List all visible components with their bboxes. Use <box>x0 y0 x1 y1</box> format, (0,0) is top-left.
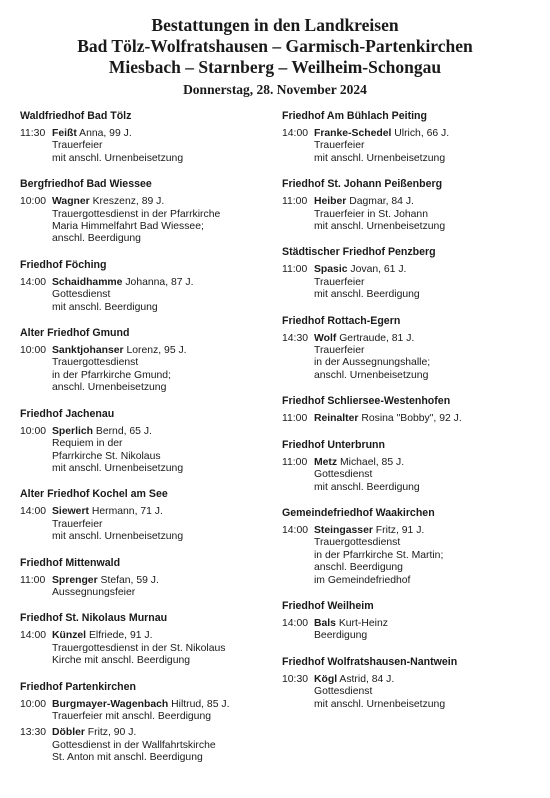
service-detail: mit anschl. Urnenbeisetzung <box>314 221 446 233</box>
cemetery-block <box>282 177 542 233</box>
cemetery-name: Friedhof Wolfratshausen-Nantwein <box>282 655 458 668</box>
funeral-time: 10:00 <box>20 196 47 208</box>
cemetery-block <box>20 611 275 667</box>
cemetery-block <box>282 314 542 383</box>
deceased-given-name-age: Michael, 85 J. <box>337 456 405 468</box>
funeral-entry <box>282 457 542 494</box>
deceased-given-name-age: Ulrich, 66 J. <box>391 128 450 139</box>
funeral-time: 14:00 <box>20 276 47 288</box>
deceased-person <box>314 457 542 469</box>
deceased-person <box>314 333 542 345</box>
service-detail: Trauerfeier <box>314 276 365 288</box>
cemetery-block <box>20 556 275 600</box>
funeral-time: 11:00 <box>20 574 46 586</box>
funeral-body <box>52 575 275 600</box>
service-detail: Maria Himmelfahrt Bad Wiessee; <box>52 221 204 233</box>
service-detail: im Gemeindefriedhof <box>314 574 411 586</box>
funeral-entry <box>20 575 275 600</box>
funeral-time: 14:00 <box>282 524 309 536</box>
funeral-body <box>52 345 275 395</box>
deceased-person <box>52 426 275 438</box>
funeral-body <box>52 196 275 246</box>
deceased-given-name-age: Lorenz, 95 J. <box>123 345 187 357</box>
deceased-surname: Metz <box>314 456 338 468</box>
funeral-body <box>52 699 275 724</box>
deceased-given-name-age: Kurt-Heinz <box>335 617 388 629</box>
service-detail: mit anschl. Beerdigung <box>52 301 158 313</box>
deceased-surname: Feißt <box>52 128 77 139</box>
service-detail: Trauerfeier <box>52 140 103 152</box>
funeral-entry <box>282 618 542 643</box>
funeral-body <box>52 506 275 543</box>
service-detail: anschl. Beerdigung <box>52 233 141 245</box>
cemetery-block <box>20 487 275 543</box>
title-line-1: Bestattungen in den Landkreisen <box>151 15 399 35</box>
right-column <box>282 109 542 723</box>
funeral-entry <box>20 699 275 724</box>
deceased-surname: Sanktjohanser <box>52 345 124 357</box>
funeral-entry <box>282 333 542 383</box>
funeral-entry <box>20 196 275 246</box>
deceased-given-name-age: Hermann, 71 J. <box>88 506 163 518</box>
deceased-person <box>314 196 542 208</box>
funeral-body <box>314 457 542 494</box>
cemetery-block <box>282 109 542 165</box>
deceased-person <box>52 128 275 140</box>
funeral-entry <box>282 196 542 233</box>
service-detail: Gottesdienst <box>52 289 111 301</box>
funeral-time: 14:00 <box>20 630 47 642</box>
funeral-time: 13:30 <box>20 727 47 739</box>
deceased-surname: Kögl <box>314 673 338 685</box>
deceased-given-name-age: Elfriede, 91 J. <box>86 630 153 642</box>
deceased-given-name-age: Stefan, 59 J. <box>97 574 159 586</box>
cemetery-name: Alter Friedhof Kochel am See <box>20 488 168 501</box>
funeral-time: 14:00 <box>282 128 309 139</box>
cemetery-name: Friedhof Jachenau <box>20 407 115 420</box>
service-detail: anschl. Urnenbeisetzung <box>314 369 429 381</box>
service-detail: Trauergottesdienst <box>52 357 139 369</box>
cemetery-block <box>282 655 542 711</box>
service-detail: Trauergottesdienst in der Pfarrkirche <box>52 208 221 220</box>
date-line: Donnerstag, 28. November 2024 <box>183 82 367 97</box>
deceased-given-name-age: Jovan, 61 J. <box>347 264 407 276</box>
funeral-entry <box>20 277 275 314</box>
cemetery-name: Städtischer Friedhof Penzberg <box>282 246 436 259</box>
deceased-surname: Sprenger <box>52 574 98 586</box>
deceased-person <box>52 630 275 642</box>
deceased-surname: Spasic <box>314 264 348 276</box>
service-detail: Gottesdienst <box>314 469 373 481</box>
cemetery-block <box>20 109 275 165</box>
funeral-time: 10:00 <box>20 698 47 710</box>
deceased-given-name-age: Gertraude, 81 J. <box>336 332 415 344</box>
cemetery-block <box>20 326 275 395</box>
cemetery-name: Friedhof Unterbrunn <box>282 438 385 451</box>
funeral-time: 10:00 <box>20 425 47 437</box>
cemetery-name: Bergfriedhof Bad Wiessee <box>20 178 152 191</box>
service-detail: Trauerfeier mit anschl. Beerdigung <box>52 710 212 722</box>
funeral-body <box>314 128 542 165</box>
service-detail: mit anschl. Urnenbeisetzung <box>52 462 184 474</box>
deceased-surname: Schaidhamme <box>52 276 123 288</box>
funeral-body <box>314 674 542 711</box>
deceased-person <box>52 277 275 289</box>
deceased-person <box>314 674 542 686</box>
funeral-entry <box>282 525 542 587</box>
deceased-person <box>314 525 542 537</box>
deceased-surname: Franke-Schedel <box>314 128 392 139</box>
funeral-time: 11:00 <box>282 456 308 468</box>
cemetery-name: Friedhof Schliersee-Westenhofen <box>282 395 451 408</box>
funeral-body <box>314 525 542 587</box>
title-line-3: Miesbach – Starnberg – Weilheim-Schongau <box>108 57 442 77</box>
funeral-entry <box>20 727 275 764</box>
funeral-body <box>52 128 275 165</box>
funeral-time: 11:00 <box>282 264 308 276</box>
cemetery-name: Friedhof Rottach-Egern <box>282 314 401 327</box>
deceased-person <box>314 128 542 140</box>
deceased-surname: Steingasser <box>314 524 373 536</box>
deceased-given-name-age: Fritz, 91 J. <box>372 524 425 536</box>
service-detail: Gottesdienst in der Wallfahrtskirche <box>52 739 216 751</box>
funeral-time: 14:00 <box>282 617 309 629</box>
funeral-body <box>52 277 275 314</box>
deceased-person <box>52 699 275 711</box>
service-detail: mit anschl. Urnenbeisetzung <box>314 698 446 710</box>
cemetery-block <box>20 177 275 246</box>
deceased-person <box>52 196 275 208</box>
deceased-given-name-age: Fritz, 90 J. <box>84 727 137 739</box>
service-detail: mit anschl. Urnenbeisetzung <box>52 152 184 164</box>
cemetery-name: Friedhof Mittenwald <box>20 556 121 569</box>
deceased-surname: Siewert <box>52 506 89 518</box>
funeral-body <box>314 413 542 425</box>
service-detail: St. Anton mit anschl. Beerdigung <box>52 752 203 764</box>
deceased-person <box>314 618 542 630</box>
funeral-time: 11:00 <box>282 196 308 208</box>
service-detail: Trauerfeier in St. Johann <box>314 208 428 220</box>
funeral-time: 14:30 <box>282 332 309 344</box>
page-header <box>0 15 550 98</box>
funeral-time: 10:30 <box>282 673 309 685</box>
service-detail: Gottesdienst <box>314 686 373 698</box>
deceased-person <box>52 727 275 739</box>
service-detail: in der Pfarrkirche St. Martin; <box>314 549 444 561</box>
funeral-entry <box>20 630 275 667</box>
funeral-time: 11:30 <box>20 128 46 139</box>
service-detail: mit anschl. Urnenbeisetzung <box>52 531 184 543</box>
deceased-surname: Wolf <box>314 332 337 344</box>
cemetery-name: Gemeindefriedhof Waakirchen <box>282 506 435 519</box>
deceased-given-name-age: Astrid, 84 J. <box>337 673 395 685</box>
deceased-surname: Bals <box>314 617 336 629</box>
service-detail: anschl. Beerdigung <box>314 562 403 574</box>
cemetery-name: Friedhof St. Nikolaus Murnau <box>20 612 168 625</box>
deceased-surname: Wagner <box>52 196 90 208</box>
deceased-surname: Künzel <box>52 630 87 642</box>
funeral-entry <box>20 128 275 165</box>
service-detail: in der Aussegnungshalle; <box>314 357 431 369</box>
deceased-given-name-age: Anna, 99 J. <box>76 128 132 139</box>
service-detail: Beerdigung <box>314 630 368 642</box>
service-detail: mit anschl. Beerdigung <box>314 481 420 493</box>
funeral-entry <box>282 128 542 165</box>
deceased-surname: Burgmayer-Wagenbach <box>52 698 169 710</box>
cemetery-name: Alter Friedhof Gmund <box>20 327 130 340</box>
funeral-time: 14:00 <box>20 506 47 518</box>
cemetery-name: Waldfriedhof Bad Tölz <box>20 110 132 122</box>
deceased-surname: Sperlich <box>52 425 93 437</box>
deceased-surname: Reinalter <box>314 413 359 425</box>
service-detail: mit anschl. Beerdigung <box>314 289 420 301</box>
funeral-body <box>314 196 542 233</box>
cemetery-name: Friedhof Weilheim <box>282 599 374 612</box>
funeral-body <box>314 264 542 301</box>
funeral-entry <box>20 345 275 395</box>
funeral-entry <box>282 674 542 711</box>
cemetery-block <box>282 394 542 425</box>
service-detail: Aussegnungsfeier <box>52 586 136 598</box>
cemetery-block <box>282 599 542 643</box>
service-detail: Trauergottesdienst <box>314 537 401 549</box>
service-detail: anschl. Urnenbeisetzung <box>52 382 167 394</box>
deceased-given-name-age: Johanna, 87 J. <box>122 276 194 288</box>
service-detail: Trauerfeier <box>52 518 103 530</box>
funeral-body <box>52 727 275 764</box>
cemetery-block <box>282 438 542 494</box>
funeral-time: 11:00 <box>282 413 308 425</box>
service-detail: mit anschl. Urnenbeisetzung <box>314 152 446 164</box>
funeral-time: 10:00 <box>20 345 47 357</box>
service-detail: in der Pfarrkirche Gmund; <box>52 369 171 381</box>
deceased-given-name-age: Kreszenz, 89 J. <box>89 196 165 208</box>
funeral-body <box>52 426 275 476</box>
left-column <box>20 109 275 777</box>
cemetery-block <box>20 258 275 314</box>
funeral-entry <box>20 426 275 476</box>
deceased-person <box>52 575 275 587</box>
deceased-given-name-age: Bernd, 65 J. <box>93 425 152 437</box>
cemetery-name: Friedhof Partenkirchen <box>20 680 136 693</box>
funeral-body <box>314 333 542 383</box>
funeral-body <box>52 630 275 667</box>
deceased-given-name-age: Rosina "Bobby", 92 J. <box>358 413 462 425</box>
deceased-given-name-age: Hiltrud, 85 J. <box>168 698 230 710</box>
deceased-person <box>52 506 275 518</box>
service-detail: Trauerfeier <box>314 345 365 357</box>
deceased-person <box>314 264 542 276</box>
funeral-entry <box>20 506 275 543</box>
cemetery-block <box>282 245 542 301</box>
service-detail: Trauergottesdienst in der St. Nikolaus <box>52 642 226 654</box>
funeral-entry <box>282 413 542 425</box>
service-detail: Pfarrkirche St. Nikolaus <box>52 450 161 462</box>
deceased-person <box>52 345 275 357</box>
cemetery-block <box>282 506 542 587</box>
service-detail: Requiem in der <box>52 438 123 450</box>
cemetery-block <box>20 680 275 765</box>
service-detail: Trauerfeier <box>314 140 365 152</box>
funeral-body <box>314 618 542 643</box>
funeral-entry <box>282 264 542 301</box>
service-detail: Kirche mit anschl. Beerdigung <box>52 655 191 667</box>
cemetery-block <box>20 407 275 476</box>
cemetery-name: Friedhof Am Bühlach Peiting <box>282 110 427 122</box>
deceased-given-name-age: Dagmar, 84 J. <box>346 196 414 208</box>
deceased-person <box>314 413 542 425</box>
cemetery-name: Friedhof St. Johann Peißenberg <box>282 178 443 191</box>
deceased-surname: Heiber <box>314 196 347 208</box>
deceased-surname: Döbler <box>52 727 85 739</box>
title-line-2: Bad Tölz-Wolfratshausen – Garmisch-Partenkirchen <box>77 36 473 56</box>
cemetery-name: Friedhof Föching <box>20 258 107 271</box>
